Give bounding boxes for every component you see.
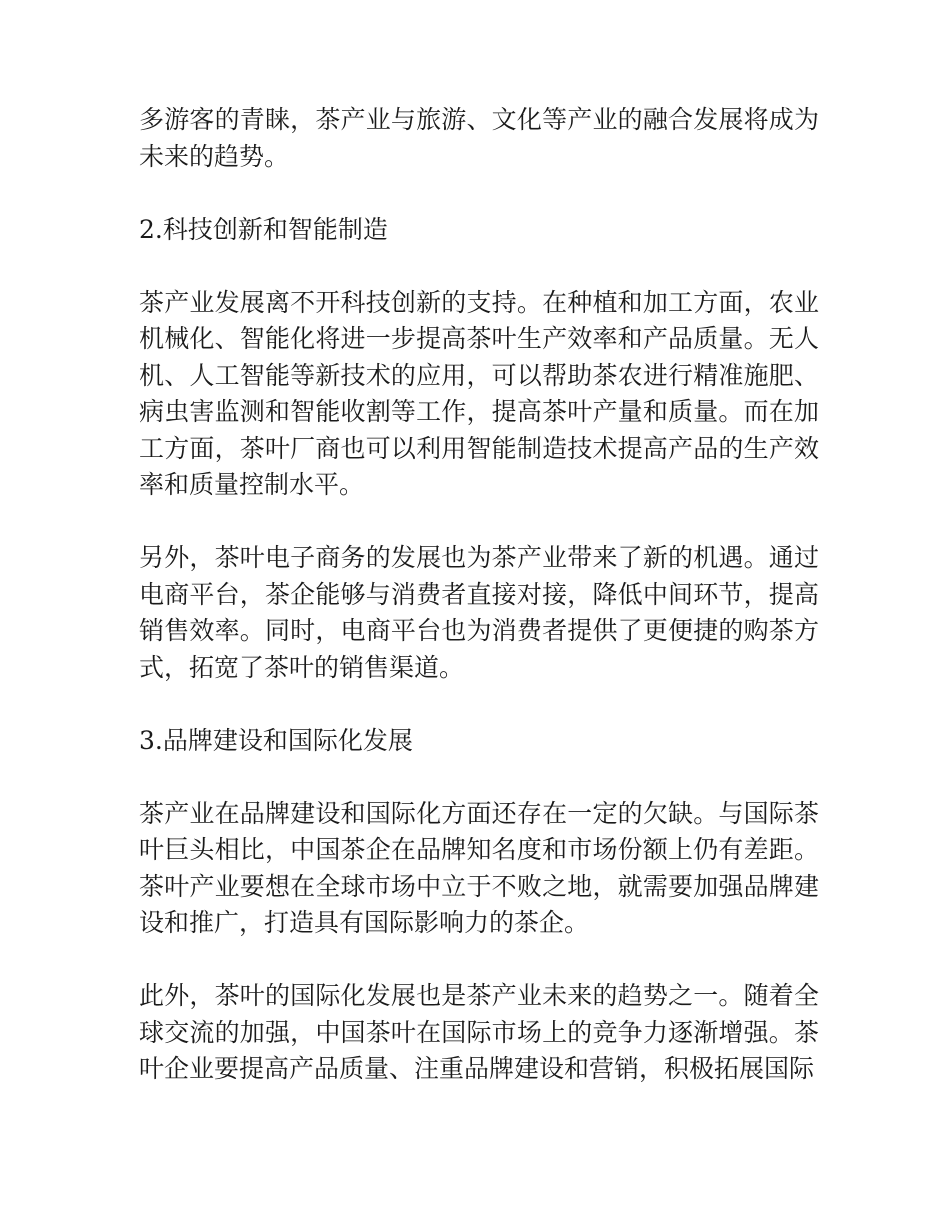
paragraph-ecommerce: 另外，茶叶电子商务的发展也为茶产业带来了新的机遇。通过电商平台，茶企能够与消费者直接对接，降低中间环节，提高销售效率。同时，电商平台也为消费者提供了更便捷的购茶方式，拓宽了茶叶的销售渠道。: [139, 543, 819, 682]
paragraph-internationalization: 此外，茶叶的国际化发展也是茶产业未来的趋势之一。随着全球交流的加强，中国茶叶在国际市场上的竞争力逐渐增强。茶叶企业要提高产品质量、注重品牌建设和营销，积极拓展国际: [139, 981, 819, 1083]
paragraph-tourism-integration: 多游客的青睐，茶产业与旅游、文化等产业的融合发展将成为未来的趋势。: [139, 105, 819, 171]
document-page: [139, 102, 819, 1124]
section-heading-branding: 3.品牌建设和国际化发展: [139, 725, 413, 755]
section-heading-tech-innovation: 2.科技创新和智能制造: [139, 214, 388, 244]
paragraph-tech-innovation: 茶产业发展离不开科技创新的支持。在种植和加工方面，农业机械化、智能化将进一步提高茶叶生产效率和产品质量。无人机、人工智能等新技术的应用，可以帮助茶农进行精准施肥、病虫害监测和智能收割等工作，提高茶叶产量和质量。而在加工方面，茶叶厂商也可以利用智能制造技术提高产品的生产效率和质量控制水平。: [139, 287, 819, 499]
paragraph-branding: 茶产业在品牌建设和国际化方面还存在一定的欠缺。与国际茶叶巨头相比，中国茶企在品牌知名度和市场份额上仍有差距。茶叶产业要想在全球市场中立于不败之地，就需要加强品牌建设和推广，打造具有国际影响力的茶企。: [139, 798, 819, 937]
